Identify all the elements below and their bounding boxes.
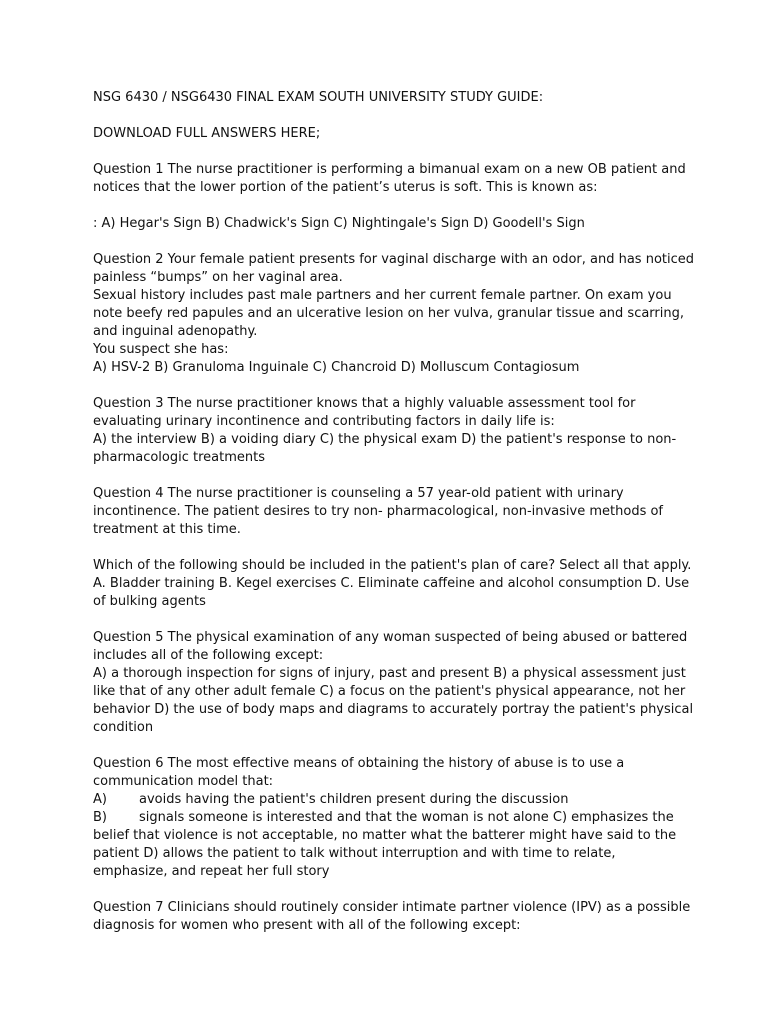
question-2-line: Question 2 Your female patient presents for vaginal discharge with an odor, and has noticed bbox=[93, 252, 695, 267]
question-4-select bbox=[93, 557, 692, 611]
question-5-line: behavior D) the use of body maps and diagrams to accurately portray the patient's physical bbox=[93, 702, 694, 717]
question-5 bbox=[93, 629, 694, 737]
question-7 bbox=[93, 899, 691, 935]
question-2-line: and inguinal adenopathy. bbox=[93, 324, 258, 339]
question-6-option-a bbox=[93, 791, 688, 809]
document-title bbox=[93, 89, 688, 107]
question-6-line: emphasize, and repeat her full story bbox=[93, 864, 330, 879]
question-4-select-line: of bulking agents bbox=[93, 594, 206, 609]
question-3-line: pharmacologic treatments bbox=[93, 450, 266, 465]
question-7-line: diagnosis for women who present with all of the following except: bbox=[93, 918, 521, 933]
question-4-select-line: A. Bladder training B. Kegel exercises C. Eliminate caffeine and alcohol consumption D. Use bbox=[93, 576, 690, 591]
title-line: NSG 6430 / NSG6430 FINAL EXAM SOUTH UNIVERSITY STUDY GUIDE: bbox=[93, 90, 544, 105]
option-b-label: B) bbox=[93, 810, 107, 825]
question-1-options-line: : A) Hegar's Sign B) Chadwick's Sign C) Nightingale's Sign D) Goodell's Sign bbox=[93, 216, 585, 231]
option-a-text: avoids having the patient's children present during the discussion bbox=[139, 792, 569, 807]
question-1-line: Question 1 The nurse practitioner is performing a bimanual exam on a new OB patient and bbox=[93, 162, 686, 177]
question-2-line: note beefy red papules and an ulcerative lesion on her vulva, granular tissue and scarring, bbox=[93, 306, 684, 321]
question-5-line: condition bbox=[93, 720, 154, 735]
question-1 bbox=[93, 161, 688, 197]
option-b-text: signals someone is interested and that the woman is not alone C) emphasizes the bbox=[139, 810, 674, 825]
question-6-option-b bbox=[93, 809, 688, 827]
question-5-line: Question 5 The physical examination of any woman suspected of being abused or battered bbox=[93, 630, 688, 645]
question-3-line: evaluating urinary incontinence and contributing factors in daily life is: bbox=[93, 414, 555, 429]
option-a-label: A) bbox=[93, 792, 107, 807]
question-5-line: like that of any other adult female C) a focus on the patient's physical appearance, not her bbox=[93, 684, 686, 699]
question-2-options-line: A) HSV-2 B) Granuloma Inguinale C) Chancroid D) Molluscum Contagiosum bbox=[93, 360, 580, 375]
question-6-line: belief that violence is not acceptable, no matter what the batterer might have said to the bbox=[93, 828, 677, 843]
question-2-line: You suspect she has: bbox=[93, 342, 229, 357]
question-2-line: painless “bumps” on her vaginal area. bbox=[93, 270, 343, 285]
question-6-line: Question 6 The most effective means of obtaining the history of abuse is to use a bbox=[93, 756, 625, 771]
question-4-line: incontinence. The patient desires to try non- pharmacological, non-invasive methods of bbox=[93, 504, 664, 519]
question-2 bbox=[93, 251, 695, 377]
question-4 bbox=[93, 485, 688, 539]
download-line bbox=[93, 125, 688, 143]
question-3-line: A) the interview B) a voiding diary C) the physical exam D) the patient's response to non- bbox=[93, 432, 677, 447]
question-6 bbox=[93, 755, 688, 881]
download-text: DOWNLOAD FULL ANSWERS HERE; bbox=[93, 126, 321, 141]
question-2-line: Sexual history includes past male partners and her current female partner. On exam you bbox=[93, 288, 672, 303]
question-3-line: Question 3 The nurse practitioner knows that a highly valuable assessment tool for bbox=[93, 396, 636, 411]
question-5-line: includes all of the following except: bbox=[93, 648, 324, 663]
question-4-line: treatment at this time. bbox=[93, 522, 241, 537]
question-3 bbox=[93, 395, 688, 467]
question-1-options bbox=[93, 215, 688, 233]
question-1-line: notices that the lower portion of the patient’s uterus is soft. This is known as: bbox=[93, 180, 598, 195]
question-6-line: communication model that: bbox=[93, 774, 274, 789]
question-7-line: Question 7 Clinicians should routinely consider intimate partner violence (IPV) as a possible bbox=[93, 900, 691, 915]
question-4-select-line: Which of the following should be included in the patient's plan of care? Select all that apply. bbox=[93, 558, 692, 573]
question-5-line: A) a thorough inspection for signs of injury, past and present B) a physical assessment just bbox=[93, 666, 686, 681]
question-4-line: Question 4 The nurse practitioner is counseling a 57 year-old patient with urinary bbox=[93, 486, 624, 501]
question-6-line: patient D) allows the patient to talk without interruption and with time to relate, bbox=[93, 846, 616, 861]
